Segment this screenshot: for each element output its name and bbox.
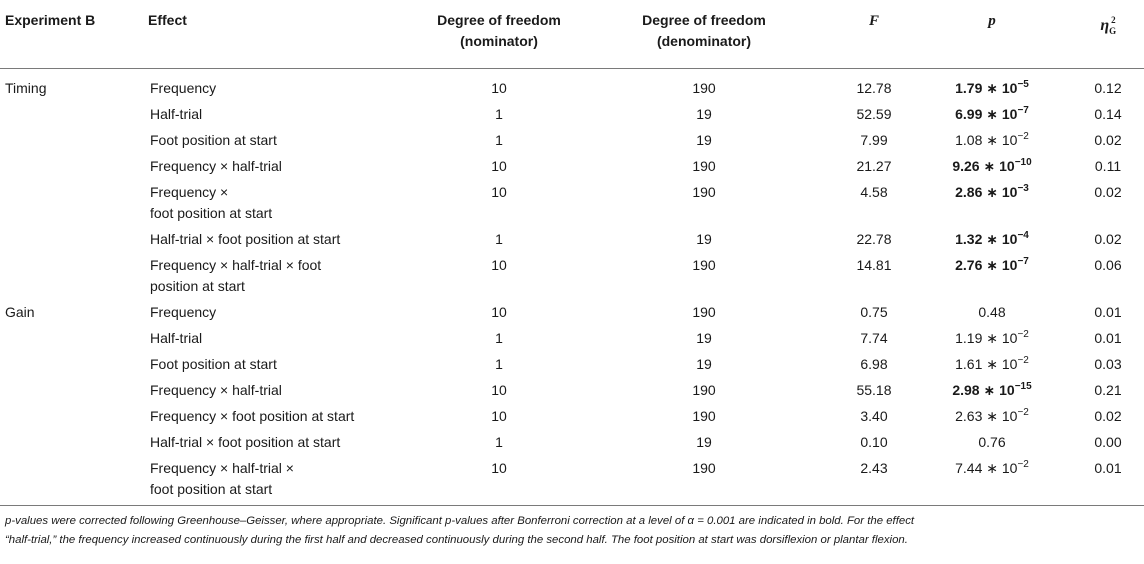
p-mantissa: 1.19 [955,329,983,346]
cell-f: 2.43 [804,456,912,506]
p-operator: ∗ 10 [986,355,1018,372]
cell-experiment [0,253,144,300]
table-row [0,404,1144,430]
p-mantissa: 2.86 [955,183,983,200]
cell-effect [144,404,394,430]
cell-f: 7.74 [860,329,888,346]
effect-line-2: foot position at start [150,480,273,497]
cell-df-nominator: 10 [491,381,507,398]
cell-df-nominator: 10 [491,407,507,424]
header-df-nominator-line1: Degree of freedom [437,12,561,28]
cell-f: 55.18 [856,381,892,398]
cell-effect [144,253,394,300]
p-exponent: −2 [1017,130,1029,142]
table-row [0,430,1144,456]
p-exponent: −3 [1017,182,1029,194]
cell-df-denominator: 19 [696,329,712,346]
cell-experiment [0,326,144,352]
p-operator: ∗ 10 [986,105,1018,122]
p-exponent: −7 [1017,255,1029,267]
table-row [0,180,1144,227]
effect-line-1: Frequency [150,79,217,96]
header-df-nominator [394,0,604,68]
cell-df-denominator: 190 [692,256,716,273]
table-row [0,227,1144,253]
header-experiment: Experiment B [0,0,144,68]
effect-line-1: Frequency × half-trial × foot [150,256,322,273]
p-operator: ∗ 10 [983,381,1015,398]
cell-experiment [0,456,144,506]
header-eta: $\eta_G^2$ [1072,0,1144,68]
table-row [0,326,1144,352]
cell-effect [144,154,394,180]
cell-eta: 0.12 [1094,79,1122,96]
cell-experiment: Gain [5,303,35,320]
cell-p [912,378,1072,404]
effect-line-1: Foot position at start [150,131,277,148]
cell-df-nominator: 10 [491,256,507,273]
effect-line-1: Frequency × half-trial [150,381,282,398]
cell-eta: 0.11 [1094,157,1122,174]
effect-line-1: Half-trial × foot position at start [150,230,341,247]
p-exponent: −5 [1017,78,1029,90]
cell-p [912,154,1072,180]
table-row [0,456,1144,506]
cell-eta: 0.02 [1094,183,1122,200]
cell-f: 3.40 [860,407,888,424]
cell-eta: 0.02 [1094,131,1122,148]
effect-line-1: Half-trial [150,105,203,122]
cell-p [912,227,1072,253]
effect-line-2: foot position at start [150,204,273,221]
cell-p [912,352,1072,378]
cell-p [912,326,1072,352]
cell-df-denominator: 190 [692,407,716,424]
cell-effect [144,227,394,253]
header-df-denominator-line1: Degree of freedom [642,12,766,28]
cell-f: 7.99 [860,131,888,148]
cell-effect [144,128,394,154]
table-row [0,154,1144,180]
footnote-line-1: p-values were corrected following Greenhouse–Geisser, where appropriate. Significant p-values after Bonferroni correction at a level of α = 0.001 are indicated in bold. For the effect [5,515,915,527]
cell-df-denominator: 190 [692,79,716,96]
cell-eta: 0.00 [1094,433,1122,450]
table-row [0,68,1144,102]
header-f: F [804,0,912,68]
cell-f: 4.58 [860,183,888,200]
cell-df-nominator: 1 [495,131,503,148]
effect-line-1: Frequency × half-trial × [150,459,294,476]
p-mantissa: 9.26 [952,157,980,174]
p-mantissa: 2.76 [955,256,983,273]
cell-experiment [0,404,144,430]
cell-p [912,102,1072,128]
header-p: p [912,0,1072,68]
cell-effect [144,430,394,456]
cell-df-denominator: 190 [604,456,804,506]
cell-eta: 0.01 [1094,329,1122,346]
cell-df-nominator: 1 [495,355,503,372]
cell-df-denominator: 19 [696,105,712,122]
p-mantissa: 2.98 [952,381,980,398]
p-operator: ∗ 10 [983,157,1015,174]
cell-df-nominator: 10 [491,183,507,200]
cell-eta: 0.14 [1094,105,1122,122]
table-row [0,253,1144,300]
cell-eta: 0.03 [1094,355,1122,372]
header-df-denominator [604,0,804,68]
cell-f: 22.78 [856,230,892,247]
cell-p [912,180,1072,227]
effect-line-1: Frequency × [150,183,229,200]
cell-experiment: Timing [5,79,47,96]
table-row [0,102,1144,128]
cell-experiment [0,128,144,154]
cell-eta: 0.02 [1094,230,1122,247]
cell-df-nominator: 10 [491,157,507,174]
table-footnote [5,512,1141,550]
p-operator: ∗ 10 [986,131,1018,148]
p-value: 0.76 [978,433,1006,450]
header-row [0,0,1144,68]
cell-effect [144,300,394,326]
cell-experiment [0,352,144,378]
effect-line-1: Frequency × half-trial [150,157,282,174]
p-exponent: −2 [1017,458,1029,470]
cell-df-nominator: 1 [495,105,503,122]
cell-df-denominator: 190 [692,303,716,320]
cell-eta: 0.01 [1072,456,1144,506]
footnote-line-2: “half-trial,” the frequency increased continuously during the first half and decreased continuously during the second half. The foot position at start was dorsiflexion or plantar flexion. [5,534,908,546]
p-mantissa: 7.44 [955,459,983,476]
effect-line-1: Frequency [150,303,217,320]
header-effect: Effect [144,0,394,68]
cell-p [912,253,1072,300]
cell-effect [144,378,394,404]
p-exponent: −4 [1017,229,1029,241]
cell-p [912,68,1072,102]
p-operator: ∗ 10 [986,329,1018,346]
cell-effect [144,326,394,352]
p-mantissa: 1.79 [955,79,983,96]
cell-df-nominator: 1 [495,329,503,346]
cell-f: 0.75 [860,303,888,320]
effect-line-1: Half-trial [150,329,203,346]
cell-experiment [0,154,144,180]
table-row [0,378,1144,404]
cell-f: 21.27 [856,157,892,174]
p-exponent: −15 [1014,380,1032,392]
cell-experiment [0,102,144,128]
cell-f: 0.10 [860,433,888,450]
cell-p [912,430,1072,456]
p-exponent: −7 [1017,104,1029,116]
p-operator: ∗ 10 [986,407,1018,424]
cell-eta: 0.21 [1094,381,1122,398]
p-operator: ∗ 10 [986,459,1018,476]
effect-line-1: Frequency × foot position at start [150,407,355,424]
header-df-nominator-line2: (nominator) [460,33,538,49]
cell-p [912,128,1072,154]
cell-p [912,300,1072,326]
p-operator: ∗ 10 [986,256,1018,273]
header-df-denominator-line2: (denominator) [656,33,752,49]
cell-df-nominator: 10 [491,79,507,96]
cell-effect [144,102,394,128]
cell-experiment [0,430,144,456]
cell-effect [144,456,394,506]
table-row [0,300,1144,326]
p-mantissa: 6.99 [955,105,983,122]
cell-p [912,404,1072,430]
cell-df-denominator: 19 [696,230,712,247]
cell-experiment [0,227,144,253]
cell-f: 52.59 [856,105,892,122]
effect-line-1: Foot position at start [150,355,277,372]
p-operator: ∗ 10 [986,79,1018,96]
cell-eta: 0.01 [1094,303,1122,320]
table-body [0,68,1144,505]
cell-f: 12.78 [856,79,892,96]
p-mantissa: 2.63 [955,407,983,424]
cell-df-nominator: 10 [491,303,507,320]
table-row [0,128,1144,154]
cell-df-nominator: 1 [495,230,503,247]
cell-df-nominator: 1 [495,433,503,450]
cell-df-denominator: 19 [696,355,712,372]
p-value: 0.48 [978,303,1006,320]
cell-df-denominator: 19 [696,433,712,450]
p-exponent: −2 [1017,354,1029,366]
cell-f: 6.98 [860,355,888,372]
cell-p [912,456,1072,506]
cell-experiment [0,378,144,404]
effect-line-1: Half-trial × foot position at start [150,433,341,450]
p-exponent: −2 [1017,406,1029,418]
p-mantissa: 1.32 [955,230,983,247]
cell-f: 14.81 [856,256,892,273]
effect-line-2: position at start [150,277,245,294]
cell-df-nominator: 10 [394,456,604,506]
p-mantissa: 1.08 [955,131,983,148]
p-mantissa: 1.61 [955,355,983,372]
p-exponent: −10 [1014,156,1032,168]
cell-effect [144,180,394,227]
p-exponent: −2 [1017,328,1029,340]
table-row [0,352,1144,378]
p-operator: ∗ 10 [986,183,1018,200]
cell-df-denominator: 190 [692,183,716,200]
cell-df-denominator: 19 [696,131,712,148]
cell-experiment [0,180,144,227]
cell-df-denominator: 190 [692,157,716,174]
cell-eta: 0.06 [1094,256,1122,273]
cell-eta: 0.02 [1094,407,1122,424]
p-operator: ∗ 10 [986,230,1018,247]
cell-effect [144,352,394,378]
cell-df-denominator: 190 [692,381,716,398]
cell-effect [144,68,394,102]
